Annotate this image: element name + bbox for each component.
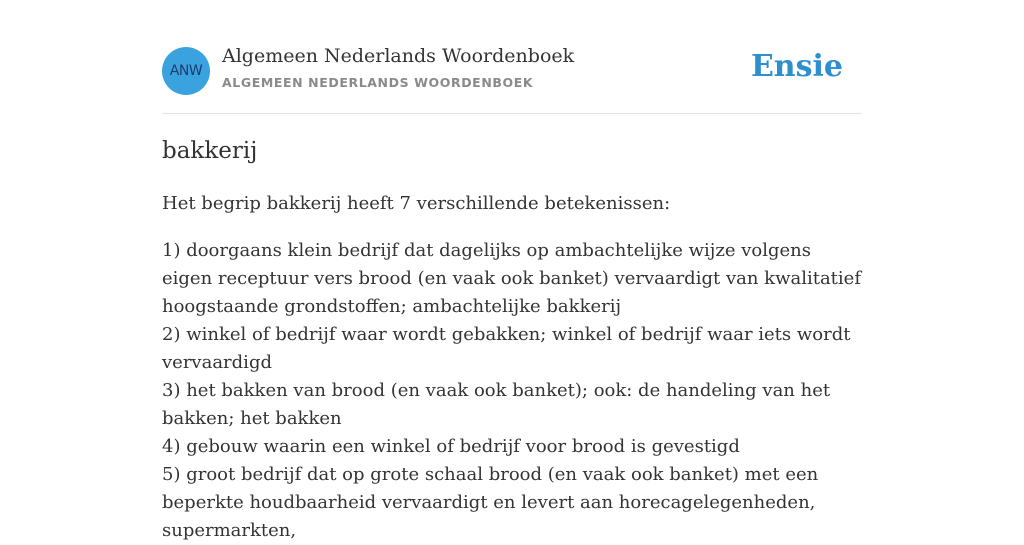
source-subtitle: ALGEMEEN NEDERLANDS WOORDENBOEK	[222, 75, 534, 90]
content-container	[162, 0, 862, 541]
definition-item: 4) gebouw waarin een winkel of bedrijf voor brood is gevestigd	[162, 436, 740, 457]
definition-item: 3) het bakken van brood (en vaak ook banket); ook: de handeling van het bakken; het bakken	[162, 380, 831, 429]
definition-item: 2) winkel of bedrijf waar wordt gebakken; winkel of bedrijf waar iets wordt vervaardigd	[162, 324, 851, 373]
page-header	[162, 0, 862, 114]
source-title[interactable]: Algemeen Nederlands Woordenboek	[222, 45, 575, 67]
entry-intro: Het begrip bakkerij heeft 7 verschillende betekenissen:	[162, 193, 671, 214]
definition-item: 5) groot bedrijf dat op grote schaal brood (en vaak ook banket) met een beperkte houdbaarheid vervaardigt en levert aan horecagelegenheden, supermarkten,	[162, 464, 819, 541]
definition-item: 1) doorgaans klein bedrijf dat dagelijks op ambachtelijke wijze volgens eigen receptuur vers brood (en vaak ook banket) vervaardigt van kwalitatief hoogstaande grondstoffen; ambachtelijke bakkerij	[162, 240, 861, 317]
entry-title: bakkerij	[162, 138, 258, 164]
definition-list	[162, 237, 862, 545]
ensie-logo[interactable]: Ensie	[750, 49, 843, 84]
anw-logo[interactable]: ANW	[162, 47, 210, 95]
